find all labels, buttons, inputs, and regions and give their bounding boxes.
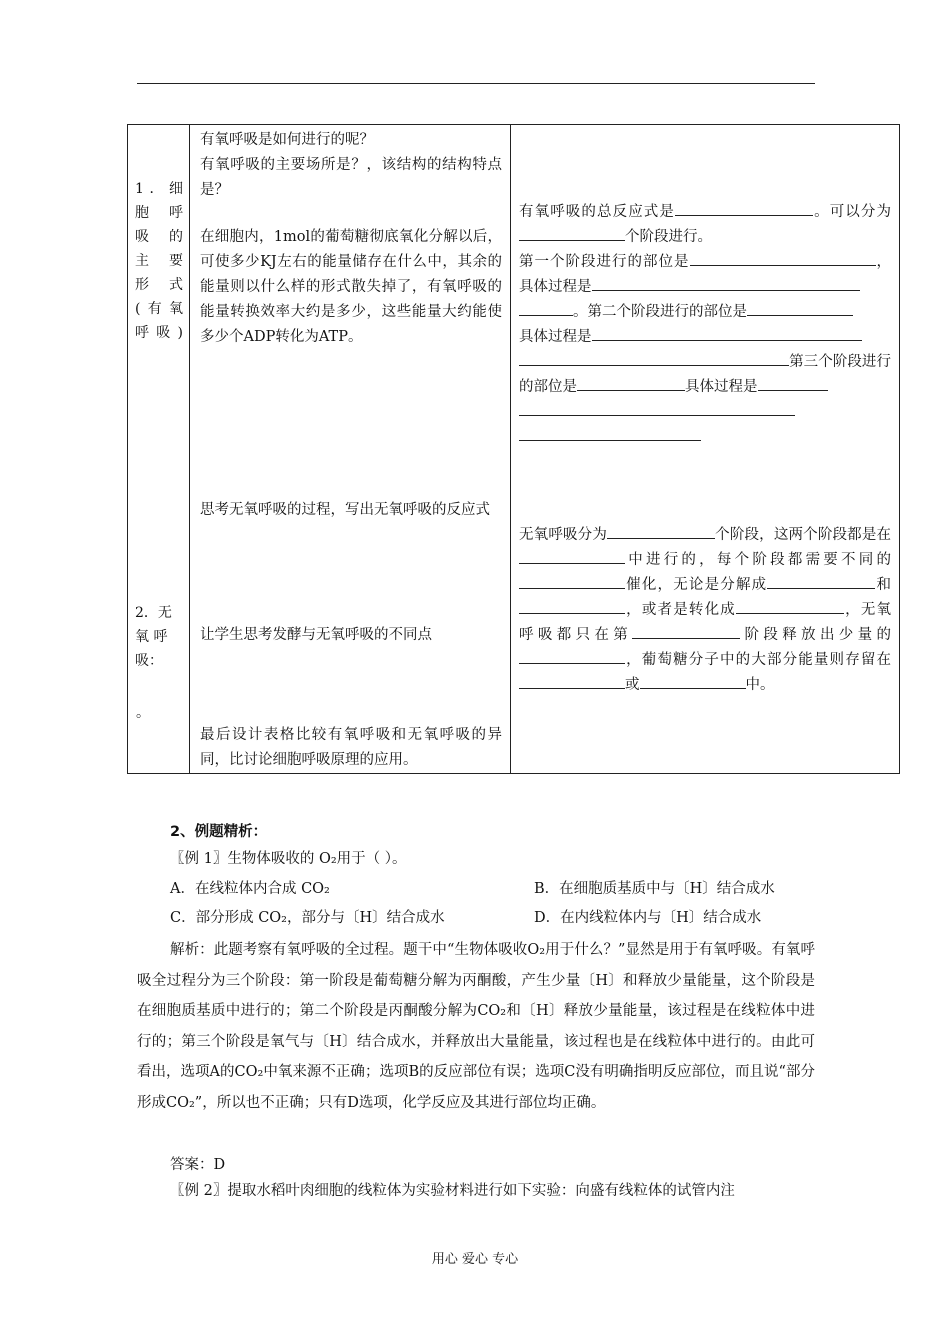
option-b: B．在细胞质基质中与〔H〕结合成水 <box>534 881 775 897</box>
blank[interactable] <box>592 275 860 291</box>
blank[interactable] <box>632 623 740 639</box>
blank[interactable] <box>519 548 625 564</box>
mid-q4: 思考无氧呼吸的过程，写出无氧呼吸的反应式 <box>200 502 490 518</box>
blank[interactable] <box>675 200 813 216</box>
blank[interactable] <box>577 375 685 391</box>
anaerobic-fill-in: 无氧呼吸分为 个阶段，这两个阶段都是在中进行的，每个阶段都需要不同的催化，无论是分解成 和，或者是转化成 ，无氧呼吸都只在第 阶段释放出少量的，葡萄糖分子中的大部分能量则存留在或 中。 <box>519 523 891 698</box>
blank[interactable] <box>519 225 625 241</box>
blank[interactable] <box>758 375 828 391</box>
row2-dot: 。 <box>136 705 150 721</box>
blank[interactable] <box>868 250 876 266</box>
teaching-column <box>190 125 511 774</box>
blank[interactable] <box>592 325 862 341</box>
lesson-table <box>127 124 900 774</box>
blank[interactable] <box>519 300 573 316</box>
label-column <box>128 125 190 774</box>
blank[interactable] <box>519 573 625 589</box>
example2-question: 〖例 2〗提取水稻叶肉细胞的线粒体为实验材料进行如下实验：向盛有线粒体的试管内注 <box>170 1183 735 1199</box>
mid-q1: 有氧呼吸是如何进行的呢？ <box>200 132 374 148</box>
fill-in-column <box>511 125 900 774</box>
row2-label: 2．无 氧 呼 吸： <box>135 605 172 669</box>
option-d: D．在内线粒体内与〔H〕结合成水 <box>534 910 762 926</box>
blank[interactable] <box>736 598 844 614</box>
mid-q5: 让学生思考发酵与无氧呼吸的不同点 <box>200 627 432 643</box>
blank[interactable] <box>519 598 625 614</box>
blank[interactable] <box>519 425 701 441</box>
blank[interactable] <box>519 648 625 664</box>
analysis-paragraph: 解析：此题考察有氧呼吸的全过程。题干中“生物体吸收O₂用于什么？”显然是用于有氧呼吸。有氧呼吸全过程分为三个阶段：第一阶段是葡萄糖分解为丙酮酸，产生少量〔H〕和释放少量能量，这个阶段是在细胞质基质中进行的；第二个阶段是丙酮酸分解为CO₂和〔H〕释放少量能量，该过程是在线粒体中进行的；第三个阶段是氧气与〔H〕结合成水，并释放出大量能量，该过程也是在线粒体中进行的。由此可看出，选项A的CO₂中氧来源不正确；选项B的反应部位有误；选项C没有明确指明反应部位，而且说“部分形成CO₂”，所以也不正确；只有D选项，化学反应及其进行部位均正确。 <box>137 942 815 1111</box>
aerobic-fill-in: 有氧呼吸的总反应式是 。可以分为个阶段进行。 第一个阶段进行的部位是 ，具体过程是 。第二个阶段进行的部位是 具体过程是 第三个阶段进行的部位是 具体过程是 <box>519 200 891 450</box>
blank[interactable] <box>747 300 853 316</box>
header-rule <box>137 83 815 84</box>
blank[interactable] <box>519 673 625 689</box>
mid-q6: 最后设计表格比较有氧呼吸和无氧呼吸的异同，比讨论细胞呼吸原理的应用。 <box>200 727 502 768</box>
option-c: C．部分形成 CO₂，部分与〔H〕结合成水 <box>170 910 445 926</box>
blank[interactable] <box>767 573 867 589</box>
blank[interactable] <box>690 250 868 266</box>
example1-question: 〖例 1〗生物体吸收的 O₂用于（ ）。 <box>170 851 407 867</box>
answer-line: 答案：D <box>170 1157 226 1173</box>
row1-label: 1．细 胞 呼 吸 的 主 要 形 式 (有氧 呼吸) <box>135 181 183 341</box>
blank[interactable] <box>640 673 746 689</box>
option-a: A．在线粒体内合成 CO₂ <box>170 881 330 897</box>
blank[interactable] <box>519 350 789 366</box>
mid-q2: 有氧呼吸的主要场所是？，该结构的结构特点是？ <box>200 157 502 198</box>
blank[interactable] <box>607 523 715 539</box>
page-footer: 用心 爱心 专心 <box>431 1252 519 1267</box>
blank[interactable] <box>519 400 795 416</box>
section-heading: 2、例题精析： <box>170 824 268 840</box>
mid-q3: 在细胞内，1mol的葡萄糖彻底氧化分解以后，可使多少KJ左右的能量储存在什么中，其余的能量则以什么样的形式散失掉了，有氧呼吸的能量转换效率大约是多少，这些能量大约能使多少个ADP转化为ATP。 <box>200 229 502 345</box>
